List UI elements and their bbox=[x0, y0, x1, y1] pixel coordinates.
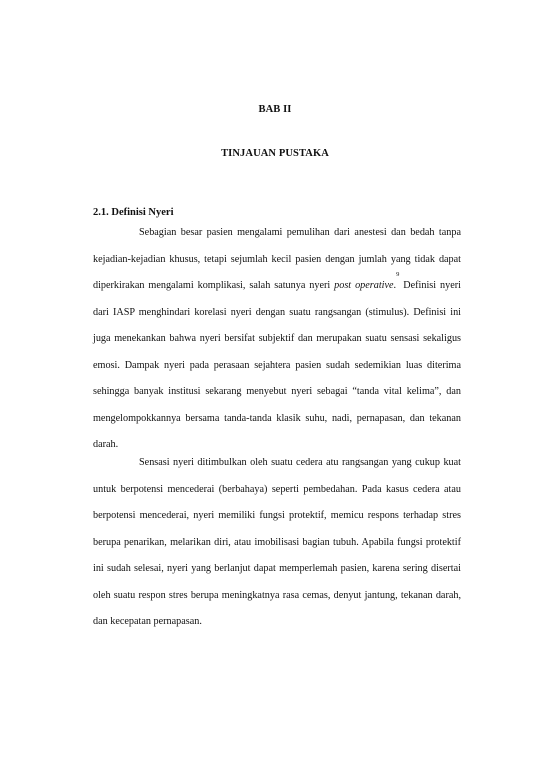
section-heading: 2.1. Definisi Nyeri bbox=[93, 207, 174, 218]
paragraph-1-text-rest: Definisi nyeri dari IASP menghindari korelasi nyeri dengan suatu rangsangan (stimulus). Definisi ini juga menekankan bahwa nyeri bersifat subjektif dan merupakan suatu sensasi sekaligus emosi. Dampak nyeri pada perasaan sejahtera pasien sudah sedemikian luas diterima sehingga banyak institusi sekarang menyebut nyeri sebagai “tanda vital kelima”, dan mengelompokkannya bersama tanda-tanda klasik suhu, nadi, pernapasan, dan tekanan darah. bbox=[93, 280, 461, 450]
chapter-number: BAB II bbox=[258, 104, 292, 115]
chapter-title: TINJAUAN PUSTAKA bbox=[221, 148, 329, 159]
paragraph-2: Sensasi nyeri ditimbulkan oleh suatu cedera atu rangsangan yang cukup kuat untuk berpotensi mencederai (berbahaya) seperti pembedahan. Pada kasus cedera atau berpotensi mencederai, nyeri memiliki fungsi protektif, memicu respons terhadap stres berupa penarikan, melarikan diri, atau imobilisasi bagian tubuh. Apabila fungsi protektif ini sudah selesai, nyeri yang berlanjut dapat memperlemah pasien, karena sering disertai oleh suatu respon stres berupa meningkatnya rasa cemas, denyut jantung, tekanan darah, dan kecepatan pernapasan. bbox=[93, 457, 461, 627]
paragraph-1-text-start: Sebagian besar pasien mengalami pemulihan dari anestesi dan bedah tanpa kejadian-kejadian khusus, tetapi sejumlah kecil pasien dengan jumlah yang tidak dapat diperkirakan mengalami komplikasi, salah satunya nyeri bbox=[93, 227, 461, 291]
italic-term: post operative bbox=[334, 280, 394, 291]
citation-superscript: 9 bbox=[396, 271, 400, 278]
paragraph-1 bbox=[93, 220, 461, 459]
sentence-period: . bbox=[393, 280, 397, 291]
